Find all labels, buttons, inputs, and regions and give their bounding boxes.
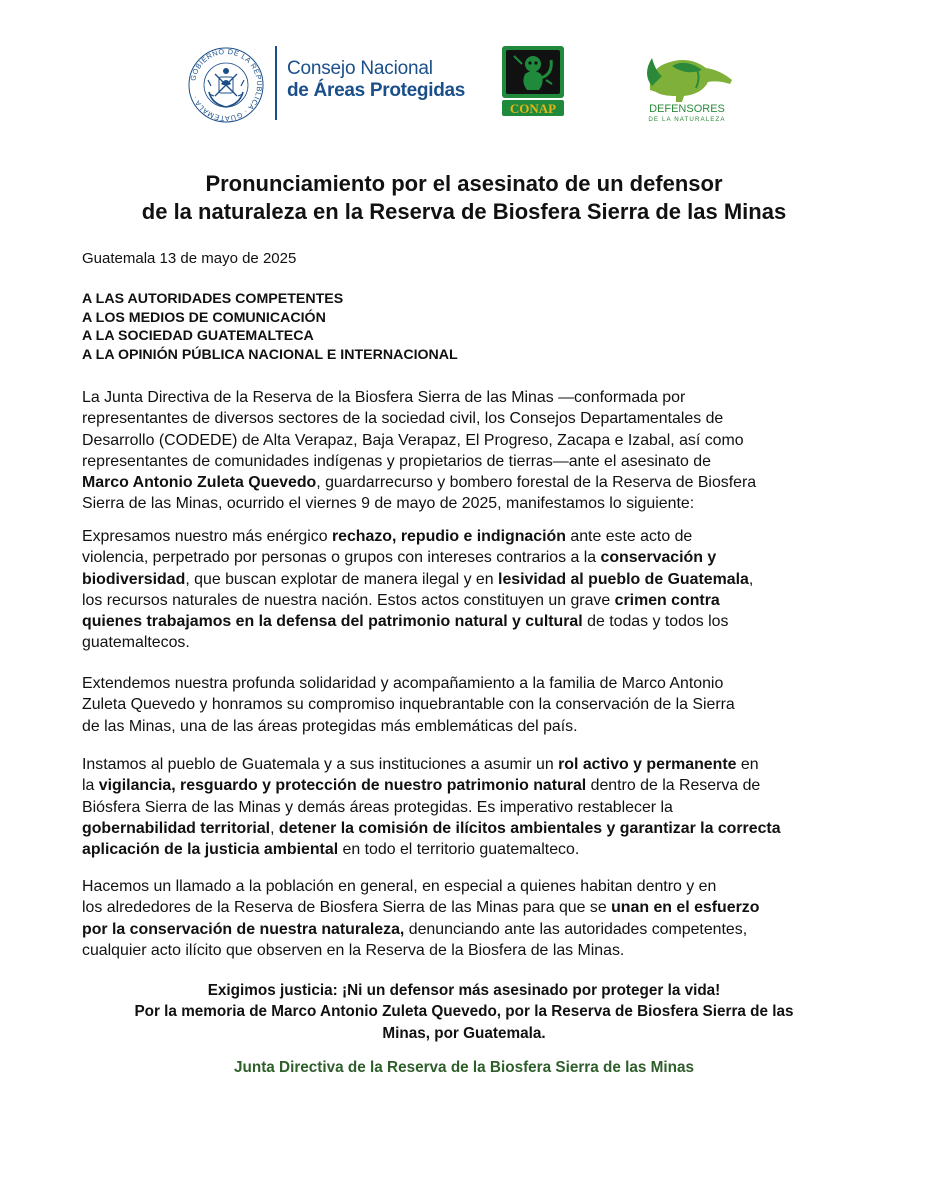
text-segment: Desarrollo (CODEDE) de Alta Verapaz, Baja Verapaz, El Progreso, Zacapa e Izabal, así como <box>82 431 744 449</box>
body-paragraph-5 <box>82 876 850 961</box>
paragraph-line <box>82 876 850 897</box>
paragraph-line <box>82 547 850 568</box>
text-segment: , guardarrecurso y bombero forestal de la Reserva de Biosfera <box>316 474 757 492</box>
emphasis-text: vigilancia, resguardo y protección de nuestro patrimonio natural <box>98 777 587 795</box>
paragraph-line <box>82 754 850 775</box>
paragraph-line <box>82 797 850 818</box>
body-paragraph-4 <box>82 754 850 860</box>
conap-name-line1: Consejo Nacional <box>287 58 433 79</box>
paragraph-line <box>82 569 850 590</box>
signature: Junta Directiva de la Reserva de la Biosfera Sierra de las Minas <box>234 1059 694 1076</box>
text-segment: violencia, perpetrado por personas o grupos con intereses contrarios a la <box>82 549 601 567</box>
paragraph-line <box>82 430 850 451</box>
document-title <box>60 170 868 226</box>
text-segment: dentro de la Reserva de <box>586 777 761 795</box>
logo-divider <box>275 46 277 120</box>
recipient-line: A LAS AUTORIDADES COMPETENTES <box>82 291 344 307</box>
paragraph-line <box>82 472 850 493</box>
paragraph-line <box>82 716 850 737</box>
recipient-line: A LA OPINIÓN PÚBLICA NACIONAL E INTERNACIONAL <box>82 347 458 364</box>
body-paragraph-2 <box>82 526 850 654</box>
emphasis-text: unan en el esfuerzo <box>611 899 760 917</box>
text-segment: Instamos al pueblo de Guatemala y a sus instituciones a asumir un <box>82 756 559 773</box>
paragraph-line <box>82 694 850 715</box>
defensores-anteater-logo-icon <box>632 46 742 124</box>
paragraph-line <box>82 775 850 796</box>
text-segment: Hacemos un llamado a la población en general, en especial a quienes habitan dentro y en <box>82 878 717 895</box>
text-segment: los recursos naturales de nuestra nación. Estos actos constituyen un grave <box>82 591 615 609</box>
text-segment: , <box>748 570 754 588</box>
conap-wordmark <box>287 58 465 102</box>
body-paragraph-1 <box>82 387 850 515</box>
text-segment: Zuleta Quevedo y honramos su compromiso inquebrantable con la conservación de la Sierra <box>82 696 735 714</box>
defensores-name-line1: DEFENSORES <box>649 103 725 115</box>
text-segment: la <box>82 777 99 795</box>
emphasis-text: Marco Antonio Zuleta Quevedo <box>82 474 317 492</box>
text-segment: ante este acto de <box>565 528 693 545</box>
emphasis-text: crimen contra <box>614 591 720 609</box>
text-segment: Expresamos nuestro más enérgico <box>82 528 332 545</box>
text-segment: La Junta Directiva de la Reserva de la Biosfera Sierra de las Minas —conformada por <box>82 389 686 406</box>
paragraph-line <box>82 526 850 547</box>
defensores-name-line2: DE LA NATURALEZA <box>648 116 726 123</box>
svg-text:GOBIERNO DE LA REPÚBLICA · GUA: GOBIERNO DE LA REPÚBLICA · GUATEMALA · <box>188 46 265 124</box>
header-logos <box>0 42 928 132</box>
text-segment: representantes de diversos sectores de la sociedad civil, los Consejos Departamentales de <box>82 410 724 428</box>
text-segment: , <box>270 819 279 837</box>
conap-logo-text: CONAP <box>509 101 557 116</box>
closing-line: Por la memoria de Marco Antonio Zuleta Quevedo, por la Reserva de Biosfera Sierra de las <box>134 1003 794 1021</box>
body-paragraph-3 <box>82 673 850 737</box>
text-segment: Sierra de las Minas, ocurrido el viernes 9 de mayo de 2025, manifestamos lo siguiente: <box>82 495 695 513</box>
paragraph-line <box>82 839 850 860</box>
paragraph-line <box>82 897 850 918</box>
paragraph-line <box>82 451 850 472</box>
text-segment: denunciando ante las autoridades competentes, <box>404 920 748 938</box>
paragraph-line <box>82 611 850 632</box>
paragraph-line <box>82 493 850 514</box>
recipients-list <box>82 290 458 365</box>
text-segment: de todas y todos los <box>582 613 729 631</box>
closing-line: Minas, por Guatemala. <box>382 1024 546 1042</box>
paragraph-line <box>82 632 850 653</box>
emphasis-text: aplicación de la justicia ambiental <box>82 841 339 859</box>
conap-monkey-logo-icon <box>500 44 566 118</box>
paragraph-line <box>82 408 850 429</box>
guatemala-coat-of-arms-icon <box>187 46 265 124</box>
paragraph-line <box>82 590 850 611</box>
emphasis-text: detener la comisión de ilícitos ambientales y garantizar la correcta <box>278 819 781 837</box>
text-segment: los alrededores de la Reserva de Biosfera Sierra de las Minas para que se <box>82 899 612 917</box>
text-segment: Extendemos nuestra profunda solidaridad y acompañamiento a la familia de Marco Antonio <box>82 675 724 692</box>
conap-name-line2: de Áreas Protegidas <box>287 80 466 101</box>
title-line-1: Pronunciamiento por el asesinato de un defensor <box>205 171 723 196</box>
text-segment: en <box>736 756 759 773</box>
paragraph-line <box>82 940 850 961</box>
paragraph-line <box>82 387 850 408</box>
emphasis-text: conservación y <box>600 549 717 567</box>
emphasis-text: biodiversidad <box>82 570 186 588</box>
text-segment: de las Minas, una de las áreas protegidas más emblemáticas del país. <box>82 717 578 735</box>
emphasis-text: gobernabilidad territorial <box>82 819 271 837</box>
title-line-2: de la naturaleza en la Reserva de Biosfera Sierra de las Minas <box>141 199 787 224</box>
emphasis-text: rechazo, repudio e indignación <box>331 528 566 545</box>
recipient-line: A LOS MEDIOS DE COMUNICACIÓN <box>82 309 326 326</box>
closing-line: Exigimos justicia: ¡Ni un defensor más asesinado por proteger la vida! <box>207 982 721 999</box>
text-segment: Biósfera Sierra de las Minas y demás áreas protegidas. Es imperativo restablecer la <box>82 798 673 816</box>
paragraph-line <box>82 673 850 694</box>
text-segment: , que buscan explotar de manera ilegal y en <box>185 570 499 588</box>
text-segment: representantes de comunidades indígenas y propietarios de tierras—ante el asesinato de <box>82 452 711 470</box>
emphasis-text: quienes trabajamos en la defensa del patrimonio natural y cultural <box>82 613 583 631</box>
text-segment: guatemaltecos. <box>82 634 190 652</box>
closing-statement <box>60 980 868 1044</box>
document-date: Guatemala 13 de mayo de 2025 <box>82 250 297 267</box>
recipient-line: A LA SOCIEDAD GUATEMALTECA <box>82 328 314 345</box>
paragraph-line <box>82 919 850 940</box>
text-segment: en todo el territorio guatemalteco. <box>338 841 580 859</box>
paragraph-line <box>82 818 850 839</box>
emphasis-text: rol activo y permanente <box>558 756 737 773</box>
emphasis-text: lesividad al pueblo de Guatemala <box>498 570 749 588</box>
text-segment: cualquier acto ilícito que observen en la Reserva de la Biosfera de las Minas. <box>82 941 625 959</box>
emphasis-text: por la conservación de nuestra naturaleza, <box>82 920 405 938</box>
